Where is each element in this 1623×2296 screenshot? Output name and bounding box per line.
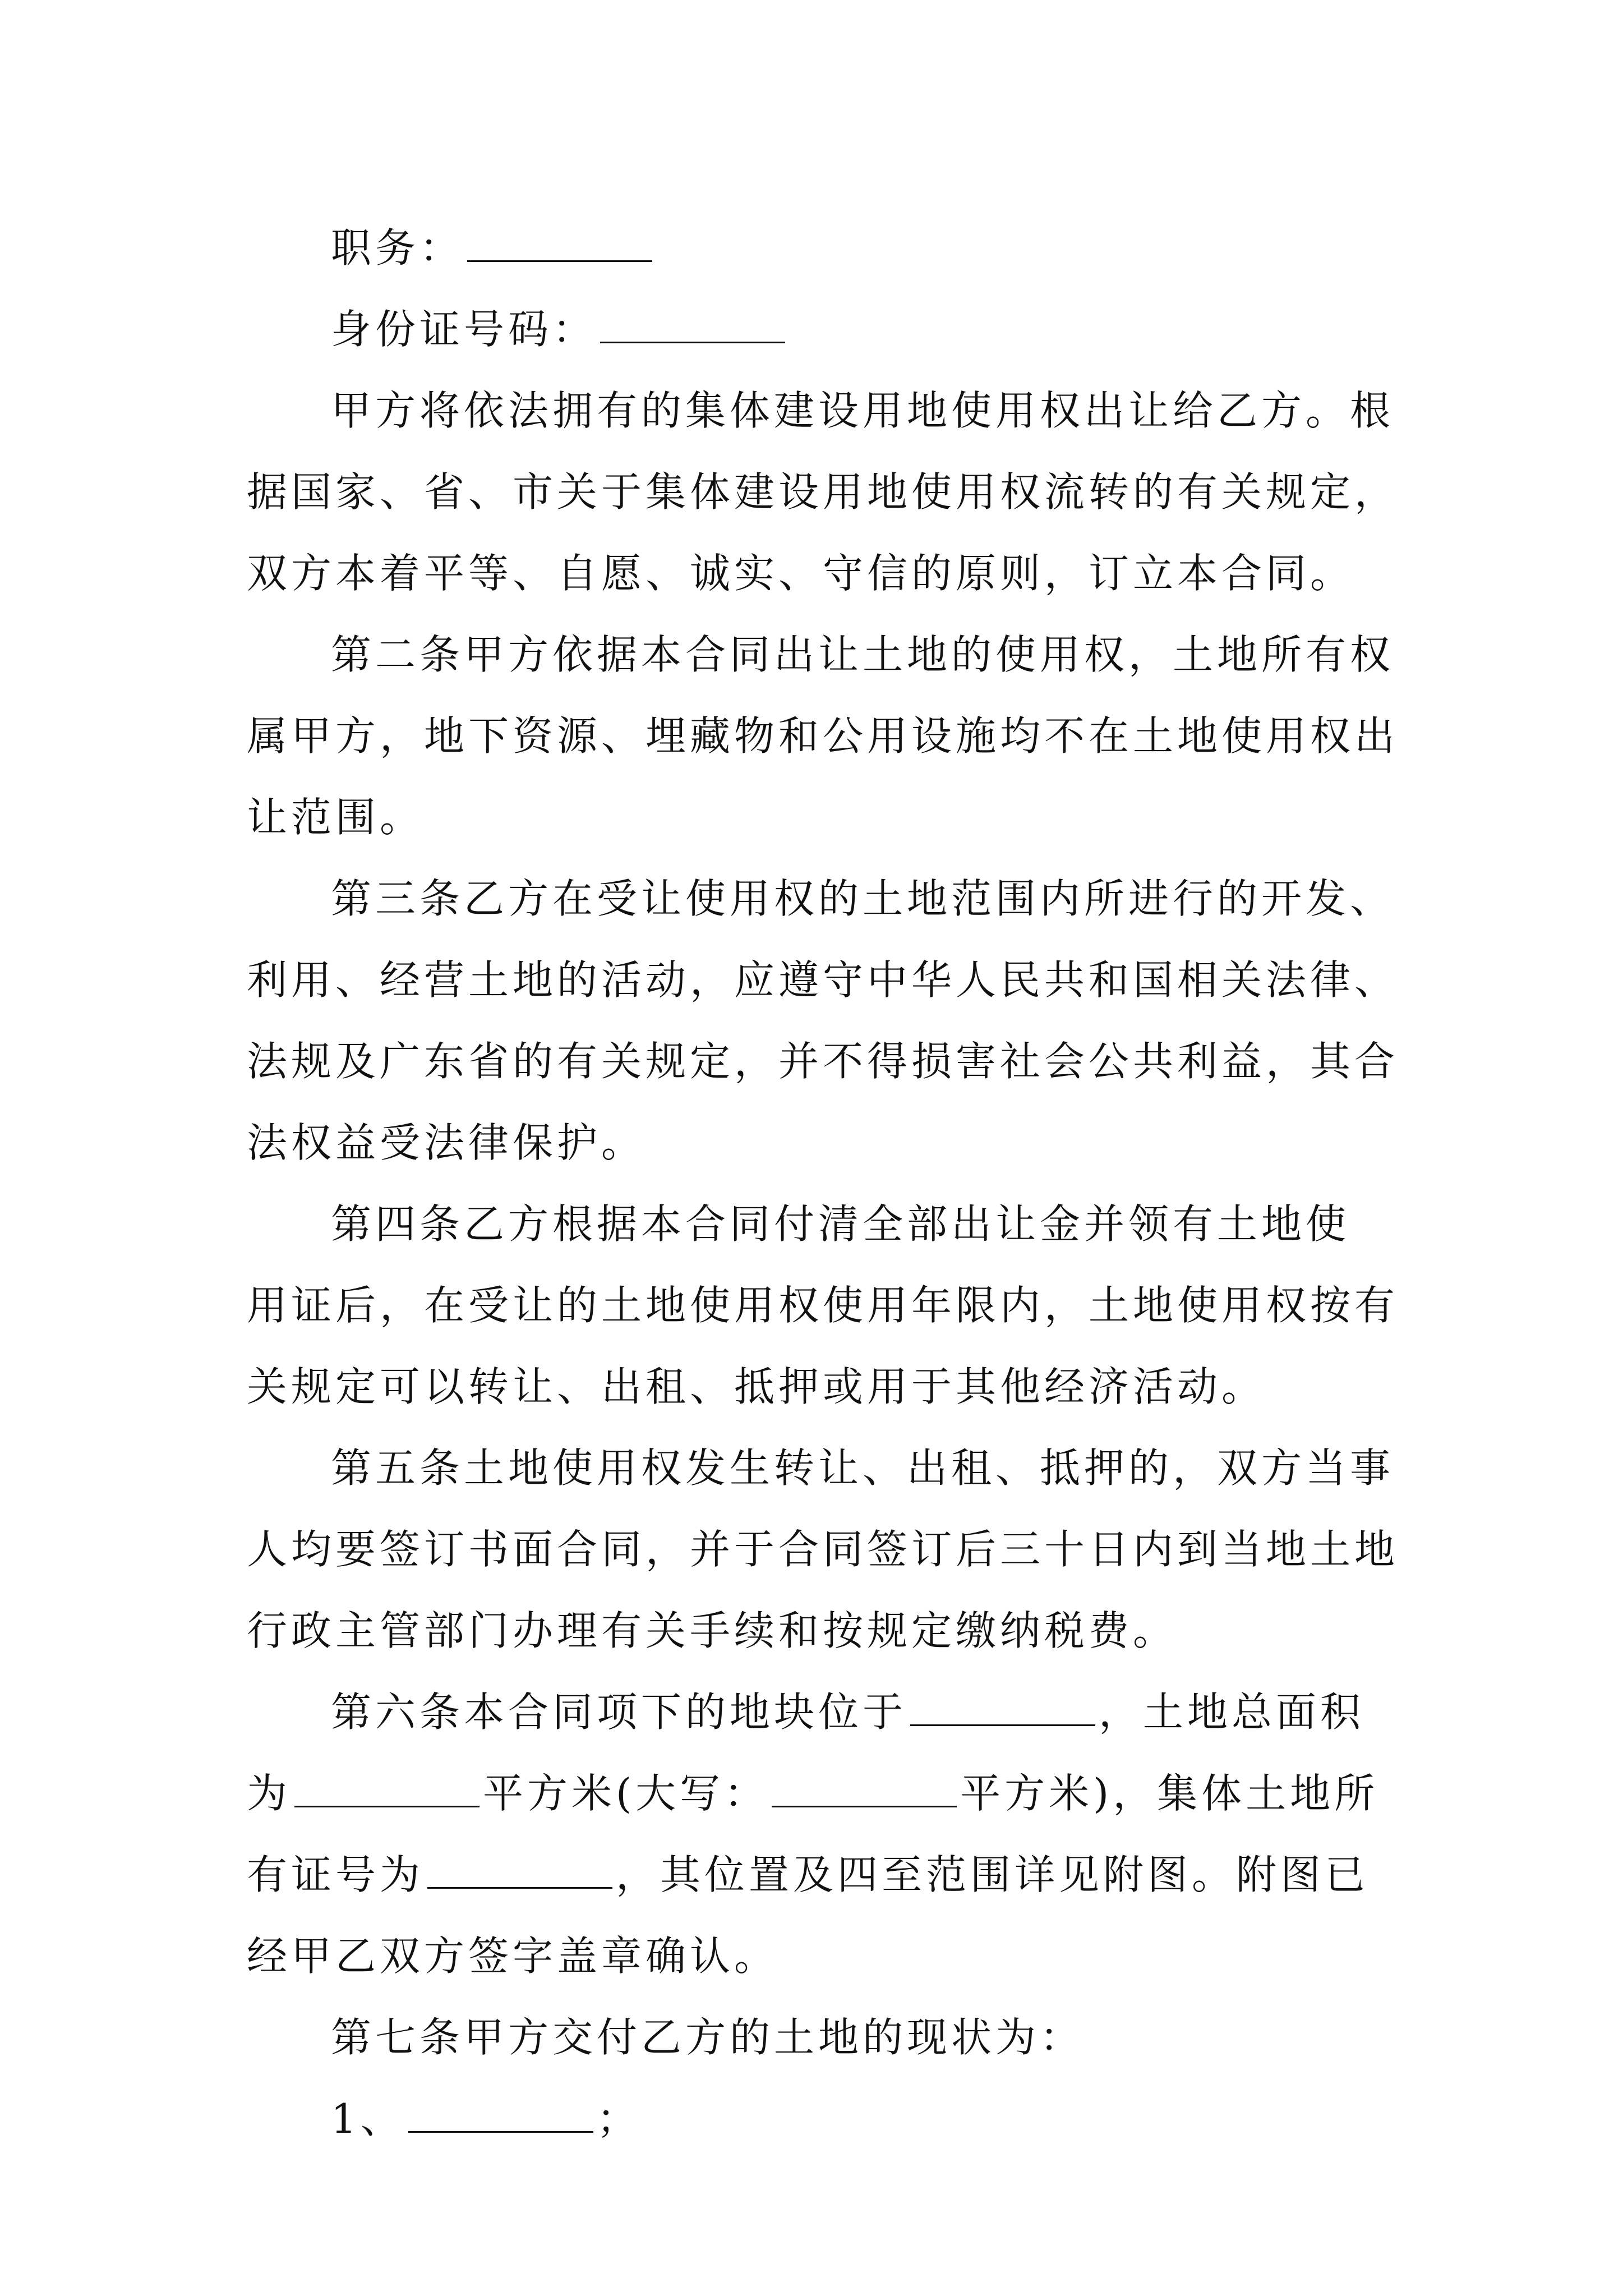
article-4-line: 用证后，在受让的土地使用权使用年限内，土地使用权按有	[247, 1282, 1399, 1329]
article-6-text: 平方米)，集体土地所	[960, 1770, 1379, 1817]
certificate-number-blank	[427, 1848, 612, 1889]
area-blank	[294, 1766, 479, 1807]
article-2-line: 第二条甲方依据本合同出让土地的使用权，土地所有权	[331, 631, 1395, 678]
area-uppercase-blank	[772, 1766, 957, 1807]
article-6-line: 经甲乙双方签字盖章确认。	[247, 1932, 779, 1980]
article-6-text: 有证号为	[247, 1851, 425, 1898]
article-5-line: 第五条土地使用权发生转让、出租、抵押的，双方当事	[331, 1444, 1395, 1492]
article-6-line	[247, 1672, 1380, 1753]
article-5-line: 人均要签订书面合同，并于合同签订后三十日内到当地土地	[247, 1526, 1399, 1573]
article-3-line: 法权益受法律保护。	[247, 1119, 646, 1166]
article-6-line	[247, 1834, 1380, 1916]
item-1-blank	[408, 2092, 593, 2133]
item-suffix: ；	[596, 2095, 641, 2142]
paragraph-line: 双方本着平等、自愿、诚实、守信的原则，订立本合同。	[247, 550, 1355, 597]
article-3-line: 法规及广东省的有关规定，并不得损害社会公共利益，其合	[247, 1038, 1399, 1085]
article-6-text: ，其位置及四至范围详见附图。附图已	[616, 1851, 1370, 1898]
article-3-line: 第三条乙方在受让使用权的土地范围内所进行的开发、	[331, 875, 1395, 922]
id-number-blank	[600, 302, 785, 343]
item-number: 1、	[331, 2095, 405, 2142]
article-6-text: ，土地总面积	[1099, 1688, 1365, 1736]
paragraph-line: 据国家、省、市关于集体建设用地使用权流转的有关规定，	[247, 468, 1399, 516]
article-7-item-1	[247, 2078, 1380, 2160]
article-4-line: 关规定可以转让、出租、抵押或用于其他经济活动。	[247, 1363, 1266, 1410]
article-6-text: 第六条本合同项下的地块位于	[331, 1688, 907, 1736]
article-6-text: 平方米(大写：	[483, 1770, 769, 1817]
position-line	[247, 208, 1380, 289]
article-3-line: 利用、经营土地的活动，应遵守中华人民共和国相关法律、	[247, 956, 1399, 1004]
article-2-line: 让范围。	[247, 794, 425, 841]
article-6-text: 为	[247, 1770, 292, 1817]
article-5-line: 行政主管部门办理有关手续和按规定缴纳税费。	[247, 1607, 1178, 1654]
location-blank	[910, 1685, 1095, 1726]
id-number-line	[247, 289, 1380, 370]
position-blank	[467, 221, 652, 262]
article-7-title: 第七条甲方交付乙方的土地的现状为：	[331, 2014, 1085, 2061]
article-2-line: 属甲方，地下资源、埋藏物和公用设施均不在土地使用权出	[247, 712, 1399, 760]
id-number-label: 身份证号码：	[331, 306, 597, 353]
paragraph-line: 甲方将依法拥有的集体建设用地使用权出让给乙方。根	[331, 387, 1395, 434]
contract-page	[247, 208, 1399, 2160]
position-label: 职务：	[331, 224, 464, 272]
article-6-line	[247, 1753, 1380, 1834]
article-4-line: 第四条乙方根据本合同付清全部出让金并领有土地使	[331, 1200, 1350, 1248]
